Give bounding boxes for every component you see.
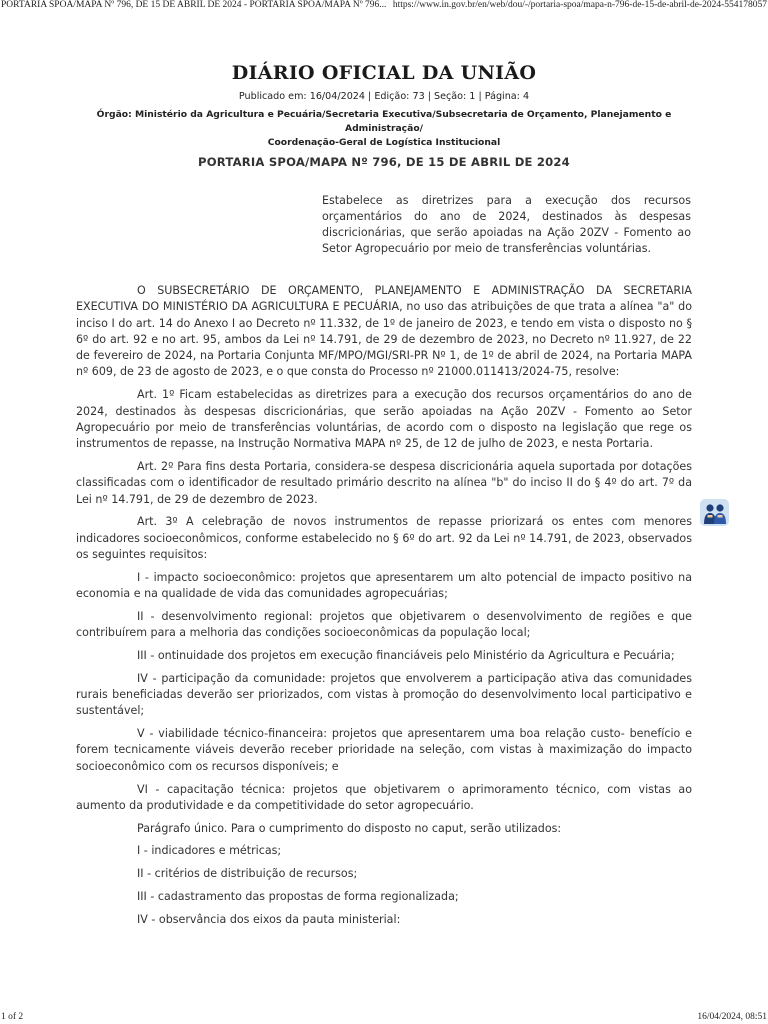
sole-paragraph-item-3: III - cadastramento das propostas de forma regionalizada; [137, 890, 459, 903]
article-3-item-1: I - impacto socioeconômico: projetos que apresentarem um alto potencial de impacto positivo na economia e na qualidade de vida das comunidades agropecuárias; [76, 570, 692, 601]
ordinance-summary: Estabelece as diretrizes para a execução dos recursos orçamentários do ano de 2024, destinados às despesas discricionárias, que serão apoiadas na Ação 20ZV - Fomento ao Setor Agropecuário por meio de transferências voluntárias. [322, 194, 691, 255]
print-page-title: PORTARIA SPOA/MAPA Nº 796, DE 15 DE ABRIL DE 2024 - PORTARIA SPOA/MAPA Nº 796... [1, 0, 387, 10]
print-footer [0, 1012, 768, 1024]
article-1: Art. 1º Ficam estabelecidas as diretrizes para a execução dos recursos orçamentários do ano de 2024, destinados às despesas discricionárias, que serão apoiadas na Ação 20ZV - Fomento ao Setor Agropecuário por meio de transferências voluntárias, de acordo com o disposto na legislação que rege os instrumentos de repasse, na Instrução Normativa MAPA nº 25, de 12 de julho de 2023, e nesta Portaria. [76, 388, 692, 451]
print-header [0, 0, 768, 14]
issuing-agency [70, 108, 698, 150]
issuing-agency-line-1: Órgão: Ministério da Agricultura e Pecuária/Secretaria Executiva/Subsecretaria de Orçamento, Planejamento e Administração/ [96, 109, 672, 134]
print-page-url[interactable]: https://www.in.gov.br/en/web/dou/-/portaria-spoa/mapa-n-796-de-15-de-abril-de-2024-554178057 [392, 0, 767, 10]
article-3-item-4: IV - participação da comunidade: projetos que envolverem a participação ativa das comunidades rurais beneficiadas deverão ser priorizados, com vistas à promoção do desenvolvimento local participativo e sustentável; [76, 671, 692, 718]
accessibility-avatar-icon[interactable] [700, 499, 729, 526]
article-3-item-2: II - desenvolvimento regional: projetos que objetivarem o desenvolvimento de regiões e que contribuírem para a melhoria das condições socioeconômicas da população local; [76, 609, 692, 640]
sole-paragraph-item-1: I - indicadores e métricas; [137, 844, 282, 858]
article-2: Art. 2º Para fins desta Portaria, considera-se despesa discricionária aquela suportada por dotações classificadas com o identificador de resultado primário descrito na alínea "b" do inciso II do § 4º do art. 7º da Lei nº 14.791, de 29 de dezembro de 2023. [76, 459, 692, 506]
print-page-count: 1 of 2 [1, 1012, 24, 1022]
article-3-item-6: VI - capacitação técnica: projetos que objetivarem o aprimoramento técnico, com vistas ao aumento da produtividade e da competitividade do setor agropecuário. [76, 782, 692, 812]
article-3-item-5: V - viabilidade técnico-financeira: projetos que apresentarem uma boa relação custo- benefício e forem tecnicamente viáveis deverão receber prioridade na seleção, com vistas à maximização do impacto socioeconômico com os recursos disponíveis; e [76, 727, 692, 773]
sole-paragraph-item-4: IV - observância dos eixos da pauta ministerial: [137, 912, 401, 926]
sign-language-figures-icon [700, 499, 729, 526]
ordinance-body [76, 283, 692, 935]
article-3: Art. 3º A celebração de novos instrumentos de repasse priorizará os entes com menores indicadores socioeconômicos, conforme estabelecido no § 6º do art. 92 da Lei nº 14.791, de 2023, observados os seguintes requisitos: [76, 515, 692, 561]
print-datetime: 16/04/2024, 08:51 [697, 1012, 767, 1022]
gazette-title: DIÁRIO OFICIAL DA UNIÃO [231, 62, 537, 84]
issuing-agency-line-2: Coordenação-Geral de Logística Institucional [267, 137, 501, 148]
sole-paragraph-item-2: II - critérios de distribuição de recursos; [137, 867, 358, 881]
sole-paragraph: Parágrafo único. Para o cumprimento do disposto no caput, serão utilizados: [137, 821, 562, 835]
ordinance-title: PORTARIA SPOA/MAPA Nº 796, DE 15 DE ABRIL DE 2024 [198, 155, 570, 169]
preamble-paragraph: O SUBSECRETÁRIO DE ORÇAMENTO, PLANEJAMENTO E ADMINISTRAÇÃO DA SECRETARIA EXECUTIVA DO MINISTÉRIO DA AGRICULTURA E PECUÁRIA, no uso das atribuições de que trata a alínea "a" do inciso I do art. 14 do Anexo I ao Decreto nº 11.332, de 1º de janeiro de 2023, e tendo em vista o disposto no § 6º do art. 92 e no art. 95, ambos da Lei nº 14.791, de 29 de dezembro de 2023, no Decreto nº 11.927, de 22 de fevereiro de 2024, na Portaria Conjunta MF/MPO/MGI/SRI-PR Nº 1, de 1º de abril de 2024, na Portaria MAPA nº 609, de 23 de agosto de 2023, e o que consta do Processo nº 21000.011413/2024-75, resolve: [76, 284, 692, 379]
publication-info: Publicado em: 16/04/2024 | Edição: 73 | Seção: 1 | Página: 4 [238, 91, 530, 102]
article-3-item-3: III - ontinuidade dos projetos em execução financiáveis pelo Ministério da Agricultura e Pecuária; [137, 648, 675, 662]
